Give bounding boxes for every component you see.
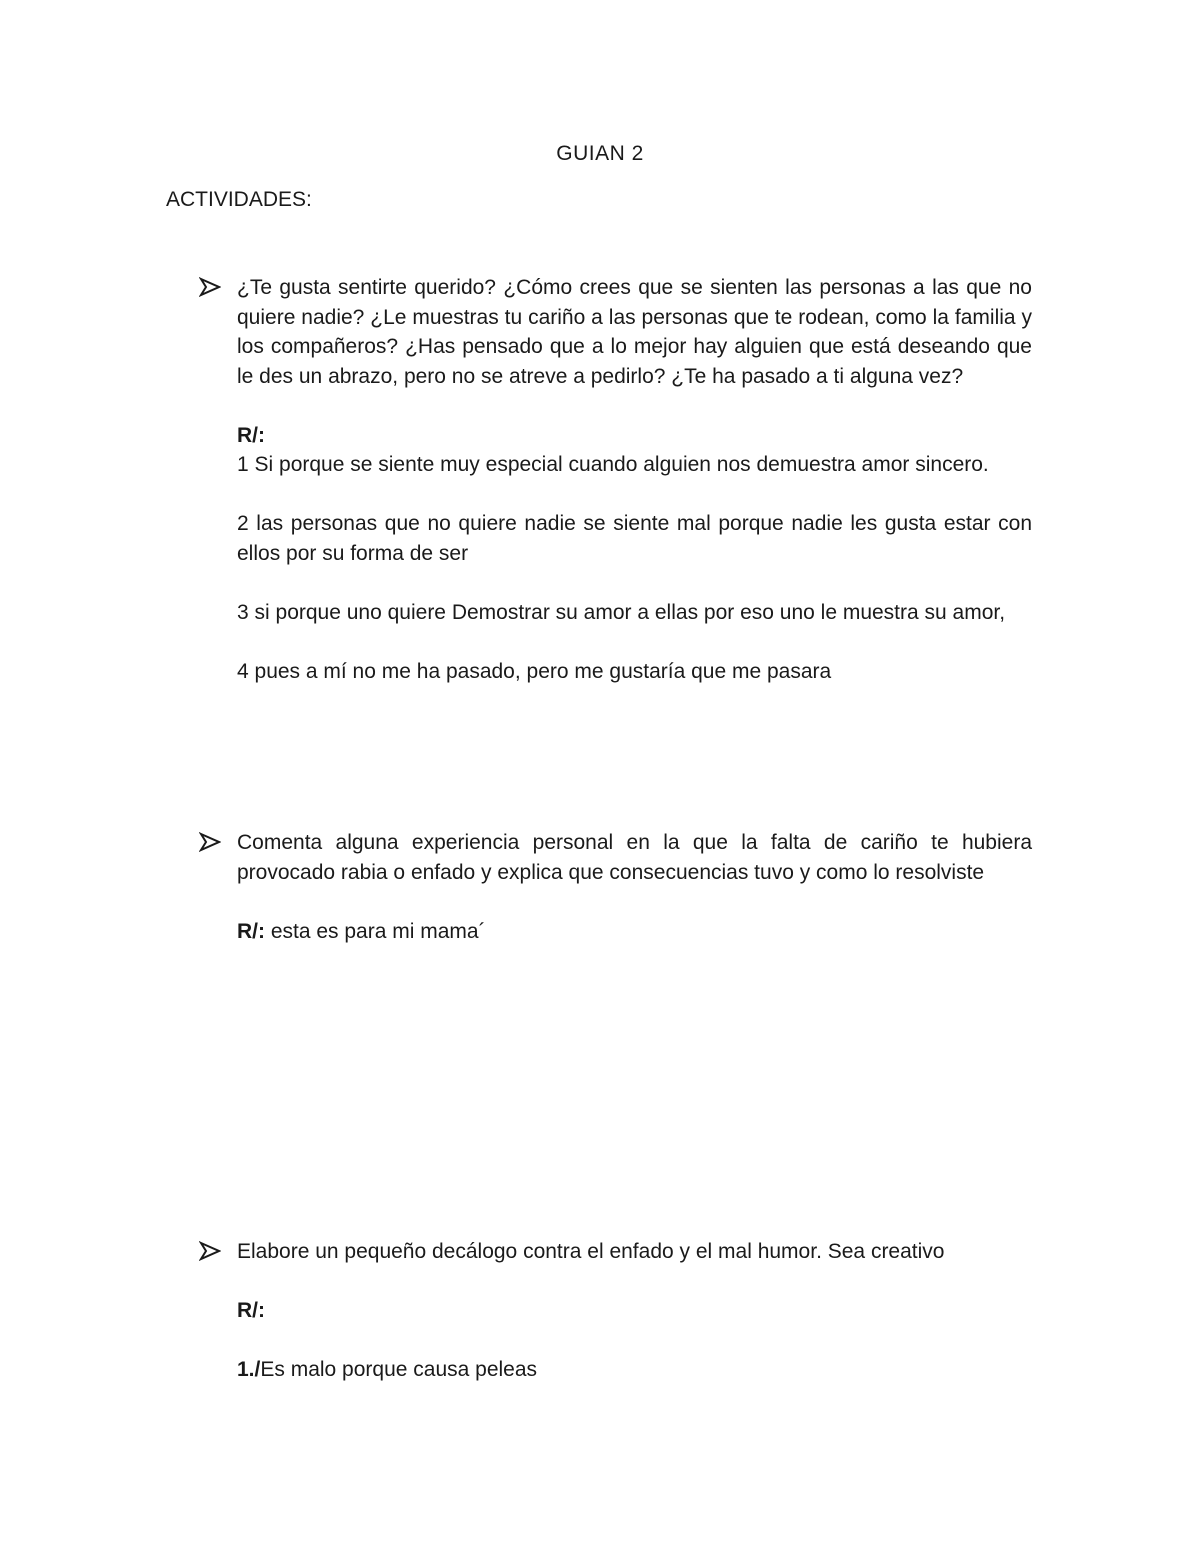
activity-question: Comenta alguna experiencia personal en la que la falta de cariño te hubiera provocado rabia o enfado y explica que consecuencias tuvo y como lo resolviste — [237, 831, 1032, 884]
answer-label: R/: — [237, 423, 265, 447]
activity-item-3 — [237, 1237, 1032, 1385]
answer-paragraph: 2 las personas que no quiere nadie se siente mal porque nadie les gusta estar con ellos por su forma de ser — [237, 512, 1032, 565]
answer-label: R/: — [237, 1299, 265, 1322]
section-label-actividades: ACTIVIDADES: — [166, 188, 312, 211]
arrow-bullet-icon — [199, 831, 221, 853]
answer-text: esta es para mi mama´ — [265, 919, 486, 943]
activity-question: ¿Te gusta sentirte querido? ¿Cómo crees que se sienten las personas a las que no quiere nadie? ¿Le muestras tu cariño a las personas que te rodean, como la familia y los compañeros? ¿Has pensado que a lo mejor hay alguien que está deseando que le des un abrazo, pero no se atreve a pedirlo? ¿Te ha pasado a ti alguna vez? — [237, 276, 1032, 388]
arrow-bullet-icon — [199, 1240, 221, 1262]
activity-item-2 — [237, 828, 1032, 946]
answer-paragraph: 4 pues a mí no me ha pasado, pero me gustaría que me pasara — [237, 659, 832, 683]
answer-label: R/: — [237, 919, 265, 943]
answer-line — [237, 917, 1032, 947]
decalogue-item — [237, 1355, 1032, 1385]
document-title: GUIAN 2 — [556, 142, 644, 165]
answer-paragraph: 1 Si porque se siente muy especial cuando alguien nos demuestra amor sincero. — [237, 453, 989, 476]
answer-paragraph: 3 si porque uno quiere Demostrar su amor a ellas por eso uno le muestra su amor, — [237, 600, 1006, 624]
decalogue-text: Es malo porque causa peleas — [260, 1358, 538, 1381]
activity-item-1 — [237, 273, 1032, 686]
activity-question: Elabore un pequeño decálogo contra el enfado y el mal humor. Sea creativo — [237, 1240, 945, 1263]
decalogue-number: 1./ — [237, 1358, 261, 1381]
arrow-bullet-icon — [199, 276, 221, 298]
